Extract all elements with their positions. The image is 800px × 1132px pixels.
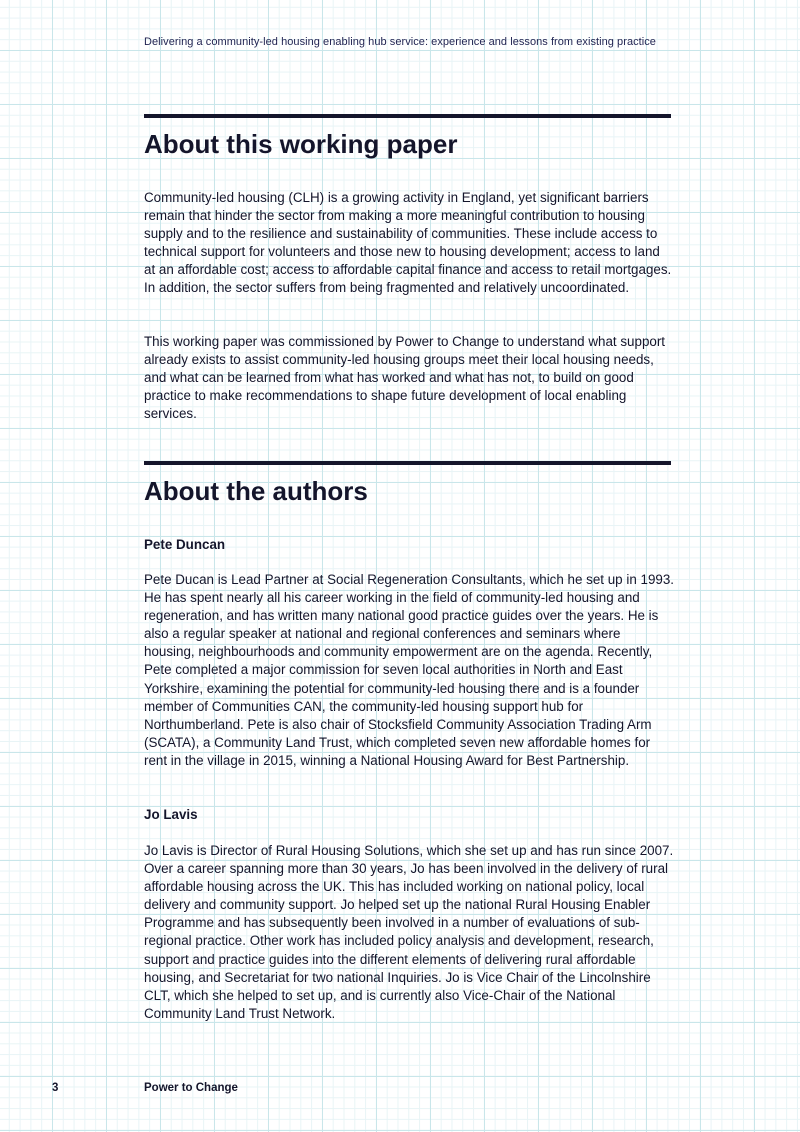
section-divider <box>144 114 671 118</box>
author-bio: Jo Lavis is Director of Rural Housing Solutions, which she set up and has run since 2007. Over a career spanning more than 30 years, Jo has been involved in the delivery of rural affordable housing across the UK. This has included working on national policy, local delivery and community support. Jo helped set up the national Rural Housing Enabler Programme and has subsequently been involved in a number of evaluations of sub-regional practice. Other work has included policy analysis and development, research, support and practice guides into the different elements of delivering rural affordable housing, and Secretariat for two national Inquiries. Jo is Vice Chair of the Lincolnshire CLT, which she helped to set up, and is currently also Vice-Chair of the National Community Land Trust Network. <box>144 843 674 1021</box>
author-name: Jo Lavis <box>144 807 198 822</box>
footer-brand: Power to Change <box>144 1082 238 1094</box>
page-number: 3 <box>52 1082 59 1094</box>
paper-paragraph-2: This working paper was commissioned by Power to Change to understand what support already exists to assist community-led housing groups meet their local housing needs, and what can be learned from what has worked and what has not, to build on good practice to make recommendations to shape future development of local enabling services. <box>144 334 666 422</box>
paper-paragraph-1: Community-led housing (CLH) is a growing activity in England, yet significant barriers remain that hinder the sector from making a more meaningful contribution to housing supply and to the resilience and sustainability of communities. These include access to technical support for volunteers and those new to housing development; access to land at an affordable cost; access to affordable capital finance and access to retail mortgages. In addition, the sector suffers from being fragmented and relatively uncoordinated. <box>144 190 672 296</box>
section-title-about-paper: About this working paper <box>144 129 458 159</box>
section-divider <box>144 461 671 465</box>
running-header: Delivering a community-led housing enabling hub service: experience and lessons from existing practice <box>144 36 656 48</box>
section-title-about-authors: About the authors <box>144 476 368 506</box>
author-name: Pete Duncan <box>144 537 226 552</box>
author-bio: Pete Ducan is Lead Partner at Social Regeneration Consultants, which he set up in 1993. He has spent nearly all his career working in the field of community-led housing and regeneration, and has written many national good practice guides over the years. He is also a regular speaker at national and regional conferences and seminars where housing, neighbourhoods and community empowerment are on the agenda. Recently, Pete completed a major commission for seven local authorities in North and East Yorkshire, examining the potential for community-led housing there and is a founder member of Communities CAN, the community-led housing support hub for Northumberland. Pete is also chair of Stocksfield Community Association Trading Arm (SCATA), a Community Land Trust, which completed seven new affordable homes for rent in the village in 2015, winning a National Housing Award for Best Partnership. <box>144 572 675 768</box>
